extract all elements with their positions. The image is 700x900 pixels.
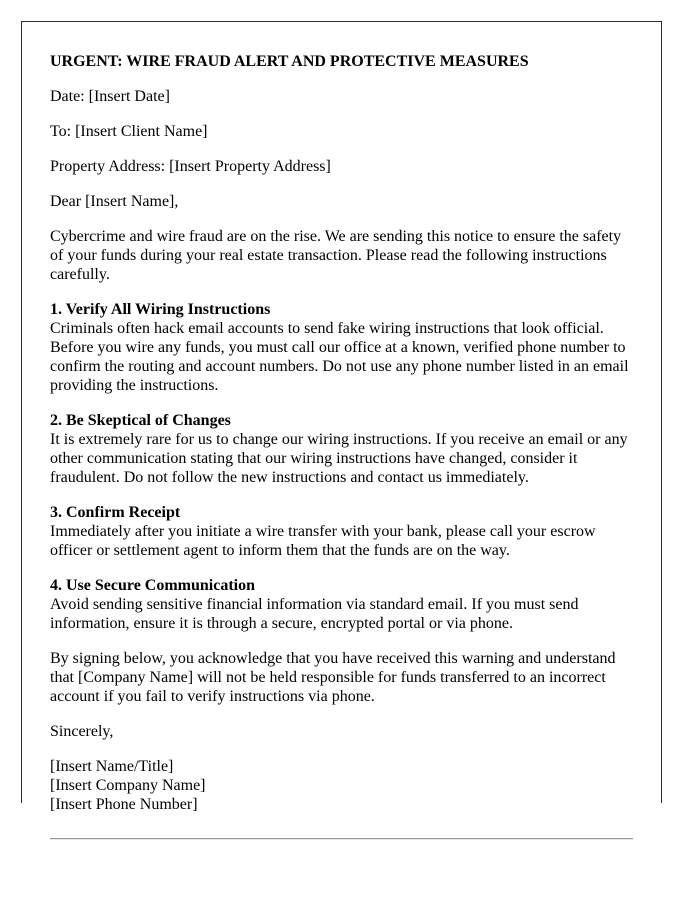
date-line: Date: [Insert Date] [50, 88, 170, 105]
signature-divider [50, 838, 633, 840]
section-secure-communication [50, 576, 633, 633]
letter-page [21, 21, 662, 813]
section-confirm-receipt-body: Immediately after you initiate a wire transfer with your bank, please call your escrow officer or settlement agent to inform them that the funds are on the way. [50, 523, 596, 559]
section-skeptical-changes-heading: 2. Be Skeptical of Changes [50, 412, 231, 429]
section-verify-wiring-body: Criminals often hack email accounts to send fake wiring instructions that look official. Before you wire any funds, you must call our office at a known, verified phone number to confirm the routing and account numbers. Do not use any phone number listed in an email providing the instructions. [50, 320, 629, 394]
letter-title: URGENT: WIRE FRAUD ALERT AND PROTECTIVE MEASURES [50, 53, 529, 70]
intro-paragraph: Cybercrime and wire fraud are on the rise. We are sending this notice to ensure the safety of your funds during your real estate transaction. Please read the following instructions carefully. [50, 228, 622, 283]
property-address-line: Property Address: [Insert Property Address] [50, 158, 331, 175]
section-confirm-receipt [50, 503, 633, 560]
signature-name-title: [Insert Name/Title] [50, 758, 174, 775]
section-skeptical-changes-body: It is extremely rare for us to change our wiring instructions. If you receive an email or any other communication stating that our wiring instructions have changed, consider it fraudulent. Do not follow the new instructions and contact us immediately. [50, 431, 628, 486]
section-secure-communication-heading: 4. Use Secure Communication [50, 577, 256, 594]
salutation: Dear [Insert Name], [50, 193, 179, 210]
section-verify-wiring-heading: 1. Verify All Wiring Instructions [50, 301, 271, 318]
closing: Sincerely, [50, 723, 114, 740]
section-skeptical-changes [50, 411, 633, 487]
to-line: To: [Insert Client Name] [50, 123, 208, 140]
section-confirm-receipt-heading: 3. Confirm Receipt [50, 504, 181, 521]
signature-phone: [Insert Phone Number] [50, 796, 198, 813]
acknowledgment-paragraph: By signing below, you acknowledge that you have received this warning and understand that [Company Name] will not be held responsible for funds transferred to an incorrect account if you fail to verify instructions via phone. [50, 650, 616, 705]
signature-block [50, 757, 633, 814]
section-verify-wiring [50, 300, 633, 395]
section-secure-communication-body: Avoid sending sensitive financial information via standard email. If you must send information, ensure it is through a secure, encrypted portal or via phone. [50, 596, 579, 632]
signature-company: [Insert Company Name] [50, 777, 206, 794]
